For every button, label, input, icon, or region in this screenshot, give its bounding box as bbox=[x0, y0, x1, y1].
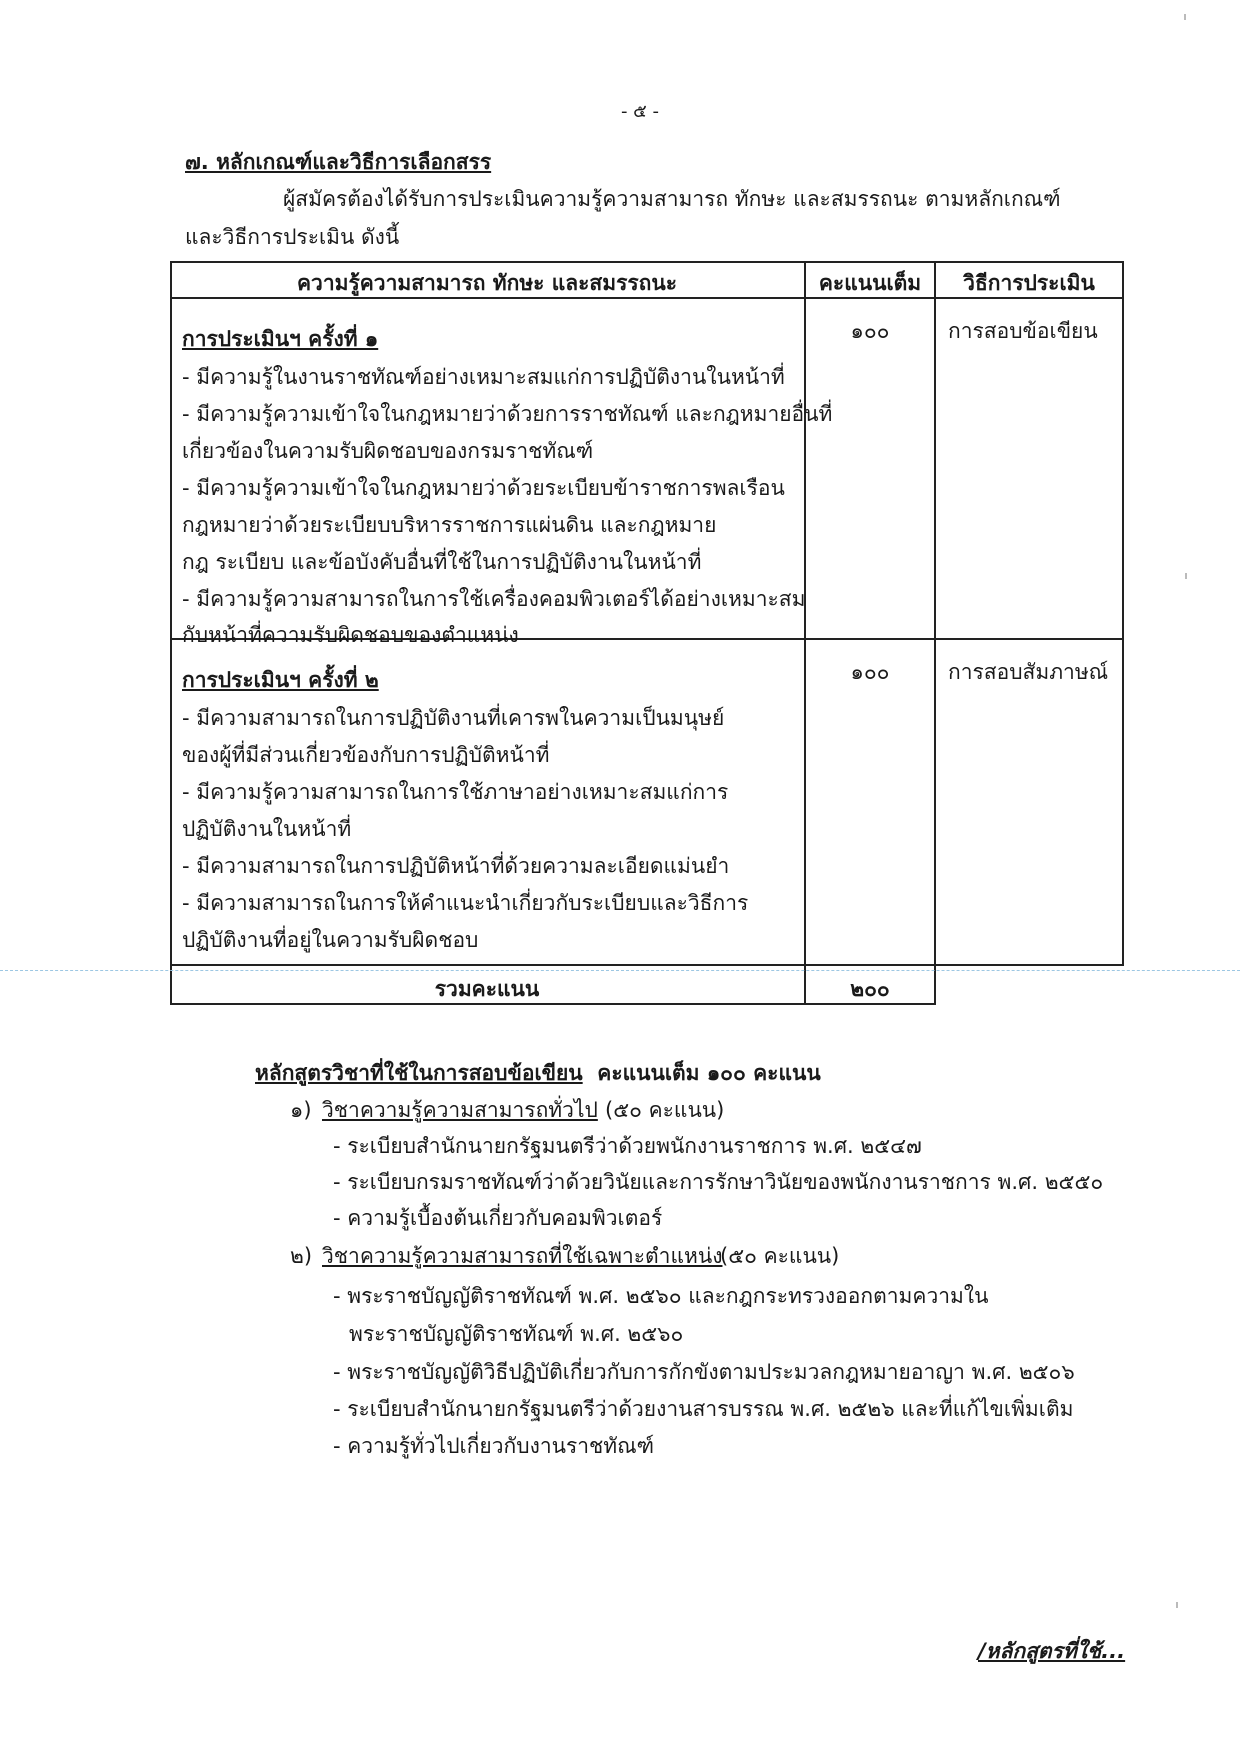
scan-speck bbox=[1176, 1602, 1178, 1608]
row-line: - มีความรู้ความสามารถในการใช้เครื่องคอมพิวเตอร์ได้อย่างเหมาะสม bbox=[182, 587, 806, 611]
table-col-divider-1 bbox=[804, 261, 806, 1005]
row-title: การประเมินฯ ครั้งที่ ๑ bbox=[182, 327, 379, 351]
row-score: ๑๐๐ bbox=[850, 319, 890, 343]
row-line: - มีความรู้ในงานราชทัณฑ์อย่างเหมาะสมแก่การปฏิบัติงานในหน้าที่ bbox=[182, 365, 785, 389]
subject-item: - พระราชบัญญัติราชทัณฑ์ พ.ศ. ๒๕๖๐ และกฎกระทรวงออกตามความใน bbox=[333, 1284, 989, 1308]
subject-item: พระราชบัญญัติราชทัณฑ์ พ.ศ. ๒๕๖๐ bbox=[349, 1322, 684, 1346]
subject-item: - ระเบียบสำนักนายกรัฐมนตรีว่าด้วยพนักงานราชการ พ.ศ. ๒๕๔๗ bbox=[333, 1134, 922, 1158]
table-body-bottom bbox=[170, 964, 1124, 966]
table-border-top bbox=[170, 261, 1124, 263]
table-border-left bbox=[170, 261, 172, 1005]
row-line: - มีความสามารถในการปฏิบัติงานที่เคารพในความเป็นมนุษย์ bbox=[182, 706, 725, 730]
row-line: เกี่ยวข้องในความรับผิดชอบของกรมราชทัณฑ์ bbox=[182, 439, 594, 463]
table-header-score: คะแนนเต็ม bbox=[818, 271, 922, 295]
subject-item: - พระราชบัญญัติวิธีปฏิบัติเกี่ยวกับการกักขังตามประมวลกฎหมายอาญา พ.ศ. ๒๕๐๖ bbox=[333, 1360, 1075, 1384]
scan-guide-line bbox=[0, 970, 1240, 971]
row-line: - มีความรู้ความเข้าใจในกฎหมายว่าด้วยระเบียบข้าราชการพลเรือน bbox=[182, 476, 785, 500]
row-score: ๑๐๐ bbox=[850, 660, 890, 684]
section-title: ๗. หลักเกณฑ์และวิธีการเลือกสรร bbox=[185, 150, 492, 174]
page-number: - ๕ - bbox=[620, 101, 660, 122]
row-title: การประเมินฯ ครั้งที่ ๒ bbox=[182, 668, 379, 692]
subject-name: วิชาความรู้ความสามารถที่ใช้เฉพาะตำแหน่ง bbox=[322, 1244, 723, 1268]
subject-number: ๑) bbox=[290, 1098, 312, 1122]
total-score: ๒๐๐ bbox=[850, 977, 890, 1001]
subject-item: - ระเบียบกรมราชทัณฑ์ว่าด้วยวินัยและการรักษาวินัยของพนักงานราชการ พ.ศ. ๒๕๕๐ bbox=[333, 1170, 1104, 1194]
subject-number: ๒) bbox=[290, 1244, 313, 1268]
row-line: ของผู้ที่มีส่วนเกี่ยวข้องกับการปฏิบัติหน้าที่ bbox=[182, 743, 550, 767]
row-method: การสอบข้อเขียน bbox=[948, 319, 1098, 343]
syllabus-heading-title: หลักสูตรวิชาที่ใช้ในการสอบข้อเขียน bbox=[255, 1061, 583, 1085]
table-border-right bbox=[1122, 261, 1124, 966]
section-intro-line-1: ผู้สมัครต้องได้รับการประเมินความรู้ความสามารถ ทักษะ และสมรรถนะ ตามหลักเกณฑ์ bbox=[283, 187, 1061, 211]
row-line: กฎหมายว่าด้วยระเบียบบริหารราชการแผ่นดิน และกฎหมาย bbox=[182, 513, 717, 537]
total-label: รวมคะแนน bbox=[434, 977, 540, 1001]
subject-score: (๕๐ คะแนน) bbox=[605, 1098, 725, 1122]
row-line: กฎ ระเบียบ และข้อบังคับอื่นที่ใช้ในการปฏิบัติงานในหน้าที่ bbox=[182, 550, 702, 574]
subject-item: - ความรู้เบื้องต้นเกี่ยวกับคอมพิวเตอร์ bbox=[333, 1206, 663, 1230]
scan-speck bbox=[1184, 14, 1186, 20]
syllabus-heading bbox=[255, 1057, 821, 1090]
table-header-method: วิธีการประเมิน bbox=[963, 271, 1095, 295]
row-line: - มีความรู้ความเข้าใจในกฎหมายว่าด้วยการราชทัณฑ์ และกฎหมายอื่นที่ bbox=[182, 402, 833, 426]
row-method: การสอบสัมภาษณ์ bbox=[948, 660, 1109, 684]
row-line: - มีความสามารถในการปฏิบัติหน้าที่ด้วยความละเอียดแม่นยำ bbox=[182, 854, 730, 878]
subject-score: (๕๐ คะแนน) bbox=[720, 1244, 840, 1268]
section-intro-line-2: และวิธีการประเมิน ดังนี้ bbox=[185, 225, 400, 249]
row-line: กับหน้าที่ความรับผิดชอบของตำแหน่ง bbox=[182, 623, 519, 647]
row-line: ปฏิบัติงานที่อยู่ในความรับผิดชอบ bbox=[182, 928, 479, 952]
evaluation-table bbox=[170, 261, 1124, 1005]
row-line: - มีความสามารถในการให้คำแนะนำเกี่ยวกับระเบียบและวิธีการ bbox=[182, 891, 749, 915]
subject-name: วิชาความรู้ความสามารถทั่วไป bbox=[322, 1098, 598, 1122]
subject-item: - ความรู้ทั่วไปเกี่ยวกับงานราชทัณฑ์ bbox=[333, 1434, 655, 1458]
table-header-competency: ความรู้ความสามารถ ทักษะ และสมรรถนะ bbox=[296, 271, 678, 295]
next-page-continuation: /หลักสูตรที่ใช้... bbox=[978, 1639, 1126, 1663]
row-line: ปฏิบัติงานในหน้าที่ bbox=[182, 817, 352, 841]
table-col-divider-2 bbox=[934, 261, 936, 1005]
subject-item: - ระเบียบสำนักนายกรัฐมนตรีว่าด้วยงานสารบรรณ พ.ศ. ๒๕๒๖ และที่แก้ไขเพิ่มเติม bbox=[333, 1397, 1074, 1421]
row-line: - มีความรู้ความสามารถในการใช้ภาษาอย่างเหมาะสมแก่การ bbox=[182, 780, 729, 804]
syllabus-heading-score: คะแนนเต็ม ๑๐๐ คะแนน bbox=[597, 1061, 821, 1085]
scan-speck bbox=[1185, 573, 1187, 579]
